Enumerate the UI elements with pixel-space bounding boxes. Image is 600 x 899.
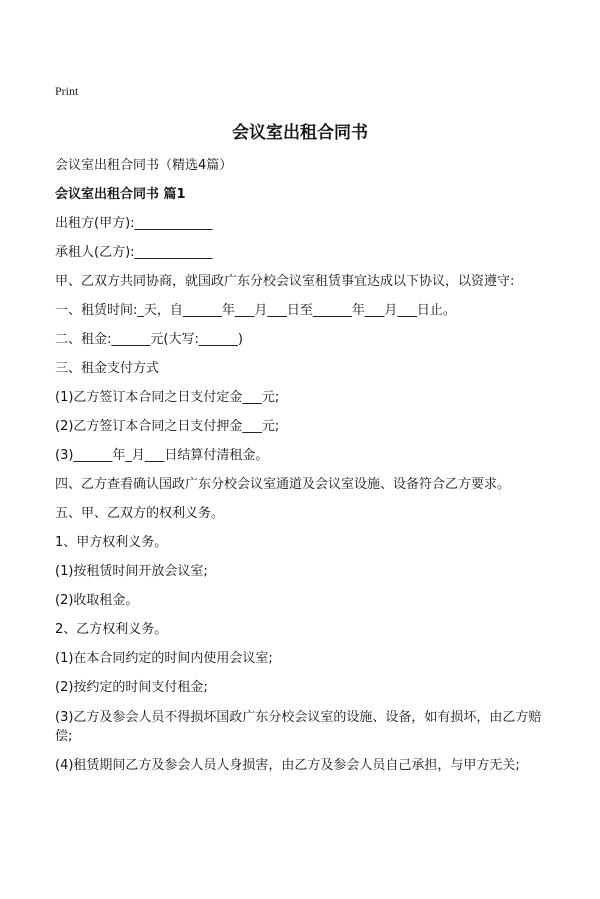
paragraph: 2、乙方权利义务。 [55,622,168,637]
paragraph: (2)乙方签订本合同之日支付押金___元; [55,419,280,434]
paragraph: 一、租赁时间:_天，自______年___月___日至______年___月___日止。 [55,303,456,318]
document-body [55,157,545,786]
paragraph: (1)乙方签订本合同之日支付定金___元; [55,390,280,405]
paragraph: (3)______年_月___日结算付清租金。 [55,448,269,463]
section-heading: 会议室出租合同书 篇1 [55,187,186,202]
print-link[interactable]: Print [55,84,79,98]
paragraph: 1、甲方权利义务。 [55,535,168,550]
paragraph: 出租方(甲方):____________ [55,216,213,231]
paragraph: (1)在本合同约定的时间内使用会议室; [55,651,273,666]
paragraph: 二、租金:______元(大写:______) [55,332,243,347]
paragraph: 四、乙方查看确认国政广东分校会议室通道及会议室设施、设备符合乙方要求。 [55,477,511,492]
document-subtitle: 会议室出租合同书（精选4篇） [55,158,233,173]
paragraph: 五、甲、乙双方的权利义务。 [55,506,225,521]
paragraph: 三、租金支付方式 [55,361,160,376]
document-title: 会议室出租合同书 [232,123,368,143]
paragraph: (1)按租赁时间开放会议室; [55,564,208,579]
paragraph: 甲、乙双方共同协商，就国政广东分校会议室租赁事宜达成以下协议，以资遵守: [55,274,515,289]
paragraph: (2)按约定的时间支付租金; [55,680,208,695]
paragraph: (2)收取租金。 [55,593,139,608]
paragraph: 承租人(乙方):____________ [55,245,213,260]
paragraph: (4)租赁期间乙方及参会人员人身损害，由乙方及参会人员自己承担，与甲方无关; [55,758,520,773]
paragraph: (3)乙方及参会人员不得损坏国政广东分校会议室的设施、设备，如有损坏，由乙方赔偿; [55,710,542,744]
